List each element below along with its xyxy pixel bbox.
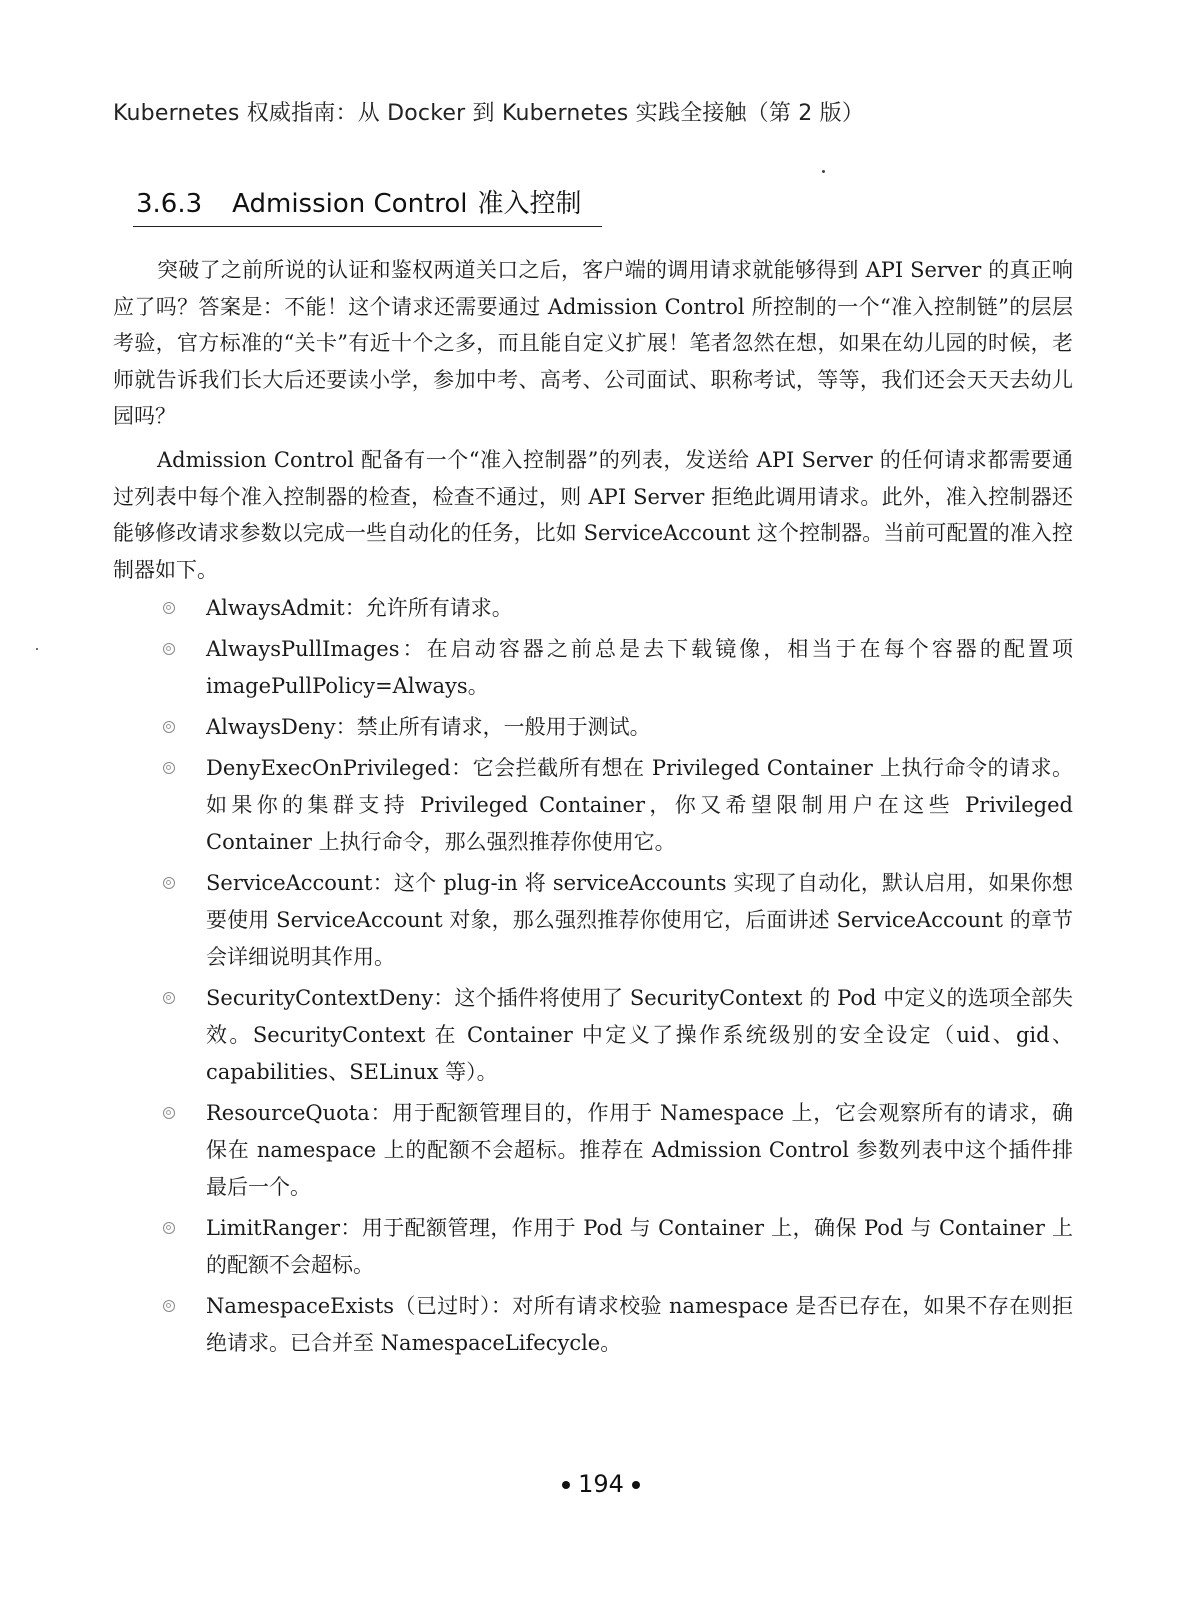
circle-bullet-icon — [163, 992, 175, 1004]
list-item — [113, 865, 1073, 976]
list-item-text: DenyExecOnPrivileged：它会拦截所有想在 Privileged Container 上执行命令的请求。如果你的集群支持 Privileged Container，你又希望限制用户在这些 Privileged Container 上执行命令，那么强烈推荐你使用它。 — [206, 756, 1073, 854]
page-number — [0, 1470, 1202, 1498]
circle-bullet-icon — [163, 721, 175, 733]
list-item-text: SecurityContextDeny：这个插件将使用了 SecurityContext 的 Pod 中定义的选项全部失效。SecurityContext 在 Container 中定义了操作系统级别的安全设定（uid、gid、capabilities、SELinux 等）。 — [206, 986, 1073, 1084]
list-item-text: ServiceAccount：这个 plug-in 将 serviceAccounts 实现了自动化，默认启用，如果你想要使用 ServiceAccount 对象，那么强烈推荐你使用它，后面讲述 ServiceAccount 的章节会详细说明其作用。 — [206, 871, 1073, 969]
admission-controller-list — [113, 590, 1073, 1366]
section-title-zh: 准入控制 — [477, 189, 582, 219]
dot-icon — [562, 1481, 570, 1489]
paragraph-intro: 突破了之前所说的认证和鉴权两道关口之后，客户端的调用请求就能够得到 API Server 的真正响应了吗？答案是：不能！这个请求还需要通过 Admission Control 所控制的一个“准入控制链”的层层考验，官方标准的“关卡”有近十个之多，而且能自定义扩展！笔者忽然在想，如果在幼儿园的时候，老师就告诉我们长大后还要读小学，参加中考、高考、公司面试、职称考试，等等，我们还会天天去幼儿园吗？ — [113, 258, 1073, 428]
circle-bullet-icon — [163, 1107, 175, 1119]
scan-speck — [36, 648, 38, 650]
list-item-text: AlwaysAdmit：允许所有请求。 — [206, 596, 513, 620]
list-item — [113, 980, 1073, 1091]
list-item-text: AlwaysPullImages：在启动容器之前总是去下载镜像，相当于在每个容器的配置项 imagePullPolicy=Always。 — [206, 637, 1073, 698]
scan-speck — [822, 170, 825, 173]
list-item — [113, 1288, 1073, 1362]
list-item-text: LimitRanger：用于配额管理，作用于 Pod 与 Container 上，确保 Pod 与 Container 上的配额不会超标。 — [206, 1216, 1073, 1277]
circle-bullet-icon — [163, 643, 175, 655]
section-title-en: Admission Control — [232, 189, 468, 219]
list-item — [113, 709, 1073, 746]
list-item — [113, 631, 1073, 705]
list-item-text: ResourceQuota：用于配额管理目的，作用于 Namespace 上，它会观察所有的请求，确保在 namespace 上的配额不会超标。推荐在 Admission Control 参数列表中这个插件排最后一个。 — [206, 1101, 1073, 1199]
dot-icon — [632, 1481, 640, 1489]
list-item — [113, 750, 1073, 861]
running-header: Kubernetes 权威指南：从 Docker 到 Kubernetes 实践全接触（第 2 版） — [113, 101, 865, 126]
list-item-text: AlwaysDeny：禁止所有请求，一般用于测试。 — [206, 715, 651, 739]
paragraph-controller-list-intro: Admission Control 配备有一个“准入控制器”的列表，发送给 API Server 的任何请求都需要通过列表中每个准入控制器的检查，检查不通过，则 API Server 拒绝此调用请求。此外，准入控制器还能够修改请求参数以完成一些自动化的任务，比如 ServiceAccount 这个控制器。当前可配置的准入控制器如下。 — [113, 448, 1073, 582]
list-item — [113, 590, 1073, 627]
list-item — [113, 1210, 1073, 1284]
list-item — [113, 1095, 1073, 1206]
page-number-value: 194 — [578, 1470, 624, 1498]
section-heading — [133, 183, 602, 227]
circle-bullet-icon — [163, 1300, 175, 1312]
list-item-text: NamespaceExists（已过时）：对所有请求校验 namespace 是否已存在，如果不存在则拒绝请求。已合并至 NamespaceLifecycle。 — [206, 1294, 1073, 1355]
circle-bullet-icon — [163, 1222, 175, 1234]
section-number: 3.6.3 — [136, 189, 203, 219]
circle-bullet-icon — [163, 602, 175, 614]
circle-bullet-icon — [163, 877, 175, 889]
circle-bullet-icon — [163, 762, 175, 774]
